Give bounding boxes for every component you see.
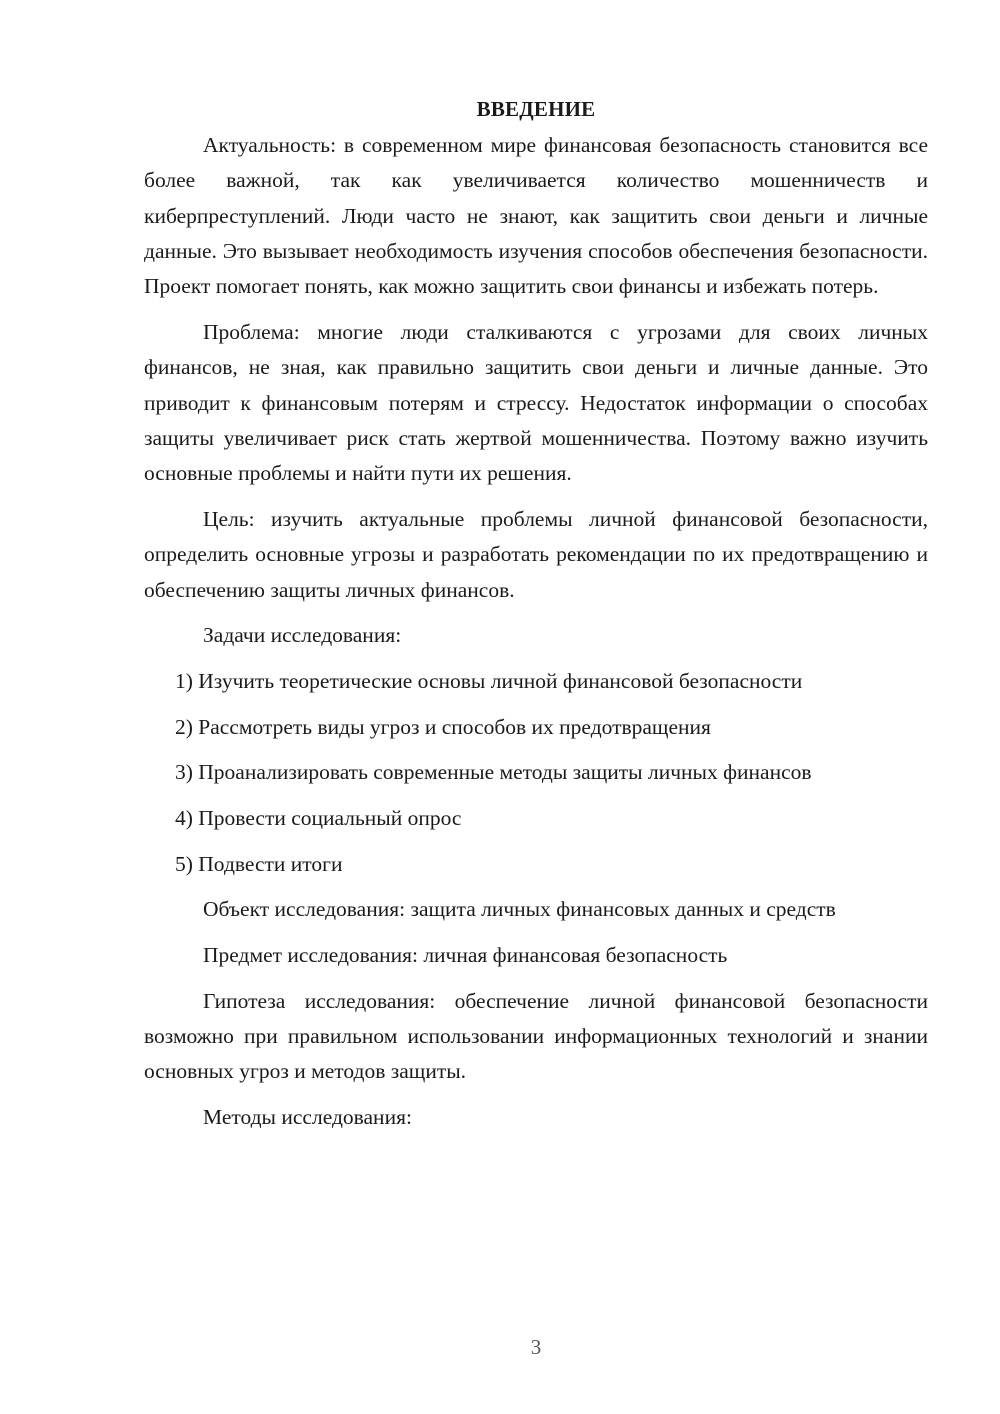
tasks-list <box>144 664 928 882</box>
section-title: ВВЕДЕНИЕ <box>476 97 596 121</box>
list-item: 2) Рассмотреть виды угроз и способов их предотвращения <box>175 714 711 739</box>
paragraph-subject: Предмет исследования: личная финансовая безопасность <box>203 942 728 967</box>
paragraph-goal: Цель: изучить актуальные проблемы личной финансовой безопасности, определить основные угрозы и разработать рекомендации по их предотвращению и обеспечению защиты личных финансов. <box>144 506 928 602</box>
paragraph-hypothesis: Гипотеза исследования: обеспечение личной финансовой безопасности возможно при правильном использовании информационных технологий и знании основных угроз и методов защиты. <box>144 988 928 1084</box>
paragraph-tasks-heading: Задачи исследования: <box>203 623 402 648</box>
list-item: 3) Проанализировать современные методы защиты личных финансов <box>175 760 812 785</box>
list-item: 5) Подвести итоги <box>175 851 343 876</box>
paragraph-problem: Проблема: многие люди сталкиваются с угрозами для своих личных финансов, не зная, как правильно защитить свои деньги и личные данные. Это приводит к финансовым потерям и стрессу. Недостаток информации о способах защиты увеличивает риск стать жертвой мошенничества. Поэтому важно изучить основные проблемы и найти пути их решения. <box>144 319 928 486</box>
paragraph-object: Объект исследования: защита личных финансовых данных и средств <box>203 897 836 922</box>
page-number: 3 <box>530 1335 542 1359</box>
list-item: 1) Изучить теоретические основы личной финансовой безопасности <box>175 669 803 694</box>
paragraph-methods-heading: Методы исследования: <box>203 1105 412 1130</box>
paragraph-relevance: Актуальность: в современном мире финансовая безопасность становится все более важной, так как увеличивается количество мошенничеств и киберпреступлений. Люди часто не знают, как защитить свои деньги и личные данные. Это вызывает необходимость изучения способов обеспечения безопасности. Проект помогает понять, как можно защитить свои финансы и избежать потерь. <box>144 133 928 299</box>
list-item: 4) Провести социальный опрос <box>175 805 462 830</box>
document-page <box>144 92 928 1146</box>
